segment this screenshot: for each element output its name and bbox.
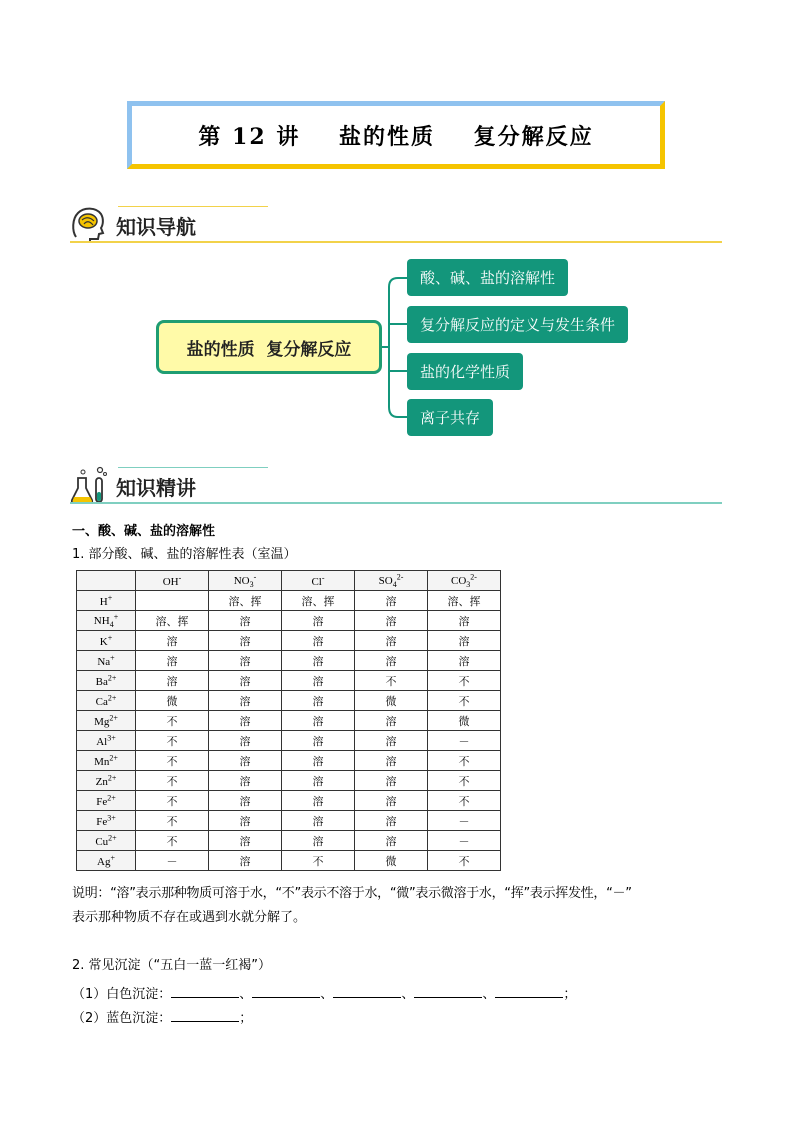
table-cell: 溶 (209, 711, 282, 731)
table-cell: 溶 (282, 771, 355, 791)
row-header: $Cu^{2+}$ (77, 831, 136, 851)
question-label: （1）白色沉淀： (72, 987, 172, 1002)
table-cell: 不 (428, 691, 501, 711)
table-row (77, 671, 501, 691)
table-cell: 溶 (209, 771, 282, 791)
table-cell: 微 (355, 851, 428, 871)
table-cell: 溶、挥 (209, 591, 282, 611)
table-cell: 不 (136, 731, 209, 751)
table-cell: 不 (136, 831, 209, 851)
table-cell: 溶 (355, 611, 428, 631)
item-precipitates: 2. 常见沉淀（“五白一蓝一红褐”） (72, 958, 272, 973)
row-header: $Mn^{2+}$ (77, 751, 136, 771)
heading-solubility: 一、酸、碱、盐的溶解性 (72, 524, 216, 539)
answer-blank[interactable] (171, 1009, 239, 1022)
answer-blank[interactable] (495, 985, 563, 998)
separator: 、 (320, 987, 334, 1002)
row-header: $Fe^{2+}$ (77, 791, 136, 811)
table-cell: 溶 (209, 671, 282, 691)
table-cell: － (136, 851, 209, 871)
table-row (77, 831, 501, 851)
table-cell: 溶 (355, 811, 428, 831)
table-row (77, 591, 501, 611)
table-row (77, 711, 501, 731)
mindmap-branch: 离子共存 (407, 399, 493, 436)
table-cell: 溶、挥 (282, 591, 355, 611)
section-title: 知识精讲 (116, 476, 196, 500)
table-cell: 溶、挥 (136, 611, 209, 631)
table-cell: 微 (428, 711, 501, 731)
table-row (77, 731, 501, 751)
section-title: 知识导航 (116, 215, 196, 239)
separator: 、 (401, 987, 415, 1002)
column-header: $NO_3^-$ (209, 571, 282, 591)
table-cell: 不 (428, 771, 501, 791)
table-cell: 溶 (355, 751, 428, 771)
table-cell: 不 (136, 811, 209, 831)
section-header-lecture (70, 464, 722, 504)
table-cell: 不 (136, 791, 209, 811)
row-header: $NH_4^+$ (77, 611, 136, 631)
row-header: K+ (77, 631, 136, 651)
table-cell: 不 (136, 771, 209, 791)
table-row (77, 851, 501, 871)
table-cell: 溶 (355, 771, 428, 791)
table-cell: 溶 (282, 811, 355, 831)
terminator: ； (563, 987, 577, 1002)
table-cell: 溶 (282, 611, 355, 631)
question-label: （2）蓝色沉淀： (72, 1011, 172, 1026)
answer-blank[interactable] (333, 985, 401, 998)
table-cell: 溶 (209, 691, 282, 711)
table-cell: 溶 (428, 631, 501, 651)
table-cell: 溶 (355, 731, 428, 751)
table-row (77, 611, 501, 631)
row-header: $Zn^{2+}$ (77, 771, 136, 791)
table-cell: 溶 (355, 631, 428, 651)
table-cell (136, 591, 209, 611)
table-row (77, 791, 501, 811)
table-cell: 溶 (209, 651, 282, 671)
separator: 、 (239, 987, 253, 1002)
table-cell: － (428, 731, 501, 751)
table-cell: 溶 (209, 751, 282, 771)
question-white-precipitate (72, 983, 576, 1002)
mindmap-root: 盐的性质 复分解反应 (156, 320, 382, 374)
table-cell: 溶 (209, 811, 282, 831)
table-header-row (77, 571, 501, 591)
column-header: Cl- (282, 571, 355, 591)
table-cell: 溶 (282, 671, 355, 691)
table-cell: 不 (136, 751, 209, 771)
table-cell: 溶 (282, 791, 355, 811)
row-header: $Ca^{2+}$ (77, 691, 136, 711)
table-cell: 溶 (282, 631, 355, 651)
table-cell: 溶 (355, 791, 428, 811)
row-header: $Ba^{2+}$ (77, 671, 136, 691)
lab-flask-icon (70, 464, 108, 504)
table-cell: 溶 (282, 711, 355, 731)
table-cell: 溶 (209, 731, 282, 751)
section-rule (70, 502, 722, 504)
terminator: ； (239, 1011, 253, 1026)
table-cell: 不 (428, 791, 501, 811)
page-title: 第 12 讲 盐的性质 复分解反应 (198, 123, 594, 150)
solubility-table (76, 570, 501, 871)
table-row (77, 771, 501, 791)
table-cell: 微 (136, 691, 209, 711)
table-cell: 溶、挥 (428, 591, 501, 611)
table-cell: 溶 (209, 791, 282, 811)
table-cell: － (428, 811, 501, 831)
table-row (77, 811, 501, 831)
column-header: OH- (136, 571, 209, 591)
table-cell: 溶 (355, 591, 428, 611)
mindmap-branch: 复分解反应的定义与发生条件 (407, 306, 628, 343)
table-cell: 溶 (136, 631, 209, 651)
table-cell: 溶 (209, 631, 282, 651)
answer-blank[interactable] (171, 985, 239, 998)
table-cell: 溶 (355, 651, 428, 671)
column-header: $CO_3^{2-}$ (428, 571, 501, 591)
table-row (77, 691, 501, 711)
table-row (77, 651, 501, 671)
table-cell: 不 (355, 671, 428, 691)
table-cell: 溶 (136, 671, 209, 691)
table-cell: 溶 (282, 691, 355, 711)
table-row (77, 751, 501, 771)
row-header: $Al^{3+}$ (77, 731, 136, 751)
table-cell: 不 (282, 851, 355, 871)
table-cell: 不 (136, 711, 209, 731)
table-cell: 不 (428, 751, 501, 771)
row-header: $Fe^{3+}$ (77, 811, 136, 831)
note-line: 说明：“溶”表示那种物质可溶于水，“不”表示不溶于水，“微”表示微溶于水，“挥”表示挥发性，“－” (72, 886, 632, 901)
row-header: Na+ (77, 651, 136, 671)
row-header: H+ (77, 591, 136, 611)
table-cell: 溶 (282, 751, 355, 771)
table-cell: 溶 (428, 651, 501, 671)
table-cell: 微 (355, 691, 428, 711)
column-header (77, 571, 136, 591)
row-header: $Mg^{2+}$ (77, 711, 136, 731)
table-row (77, 631, 501, 651)
header-accent-line (118, 467, 268, 468)
mindmap-branch: 酸、碱、盐的溶解性 (407, 259, 568, 296)
question-blue-precipitate (72, 1007, 252, 1026)
table-cell: 溶 (282, 731, 355, 751)
table-cell: 溶 (428, 611, 501, 631)
table-cell: 溶 (355, 831, 428, 851)
table-cell: 溶 (209, 851, 282, 871)
table-cell: 不 (428, 851, 501, 871)
item-solubility-table: 1. 部分酸、碱、盐的溶解性表（室温） (72, 547, 297, 562)
table-cell: 溶 (136, 651, 209, 671)
answer-blank[interactable] (252, 985, 320, 998)
table-cell: 溶 (282, 831, 355, 851)
table-cell: 溶 (282, 651, 355, 671)
table-cell: － (428, 831, 501, 851)
table-cell: 不 (428, 671, 501, 691)
row-header: Ag+ (77, 851, 136, 871)
mindmap-branch: 盐的化学性质 (407, 353, 523, 390)
note-line: 表示那种物质不存在或遇到水就分解了。 (72, 910, 307, 925)
answer-blank[interactable] (414, 985, 482, 998)
column-header: $SO_4^{2-}$ (355, 571, 428, 591)
table-cell: 溶 (355, 711, 428, 731)
table-cell: 溶 (209, 611, 282, 631)
separator: 、 (482, 987, 496, 1002)
table-cell: 溶 (209, 831, 282, 851)
